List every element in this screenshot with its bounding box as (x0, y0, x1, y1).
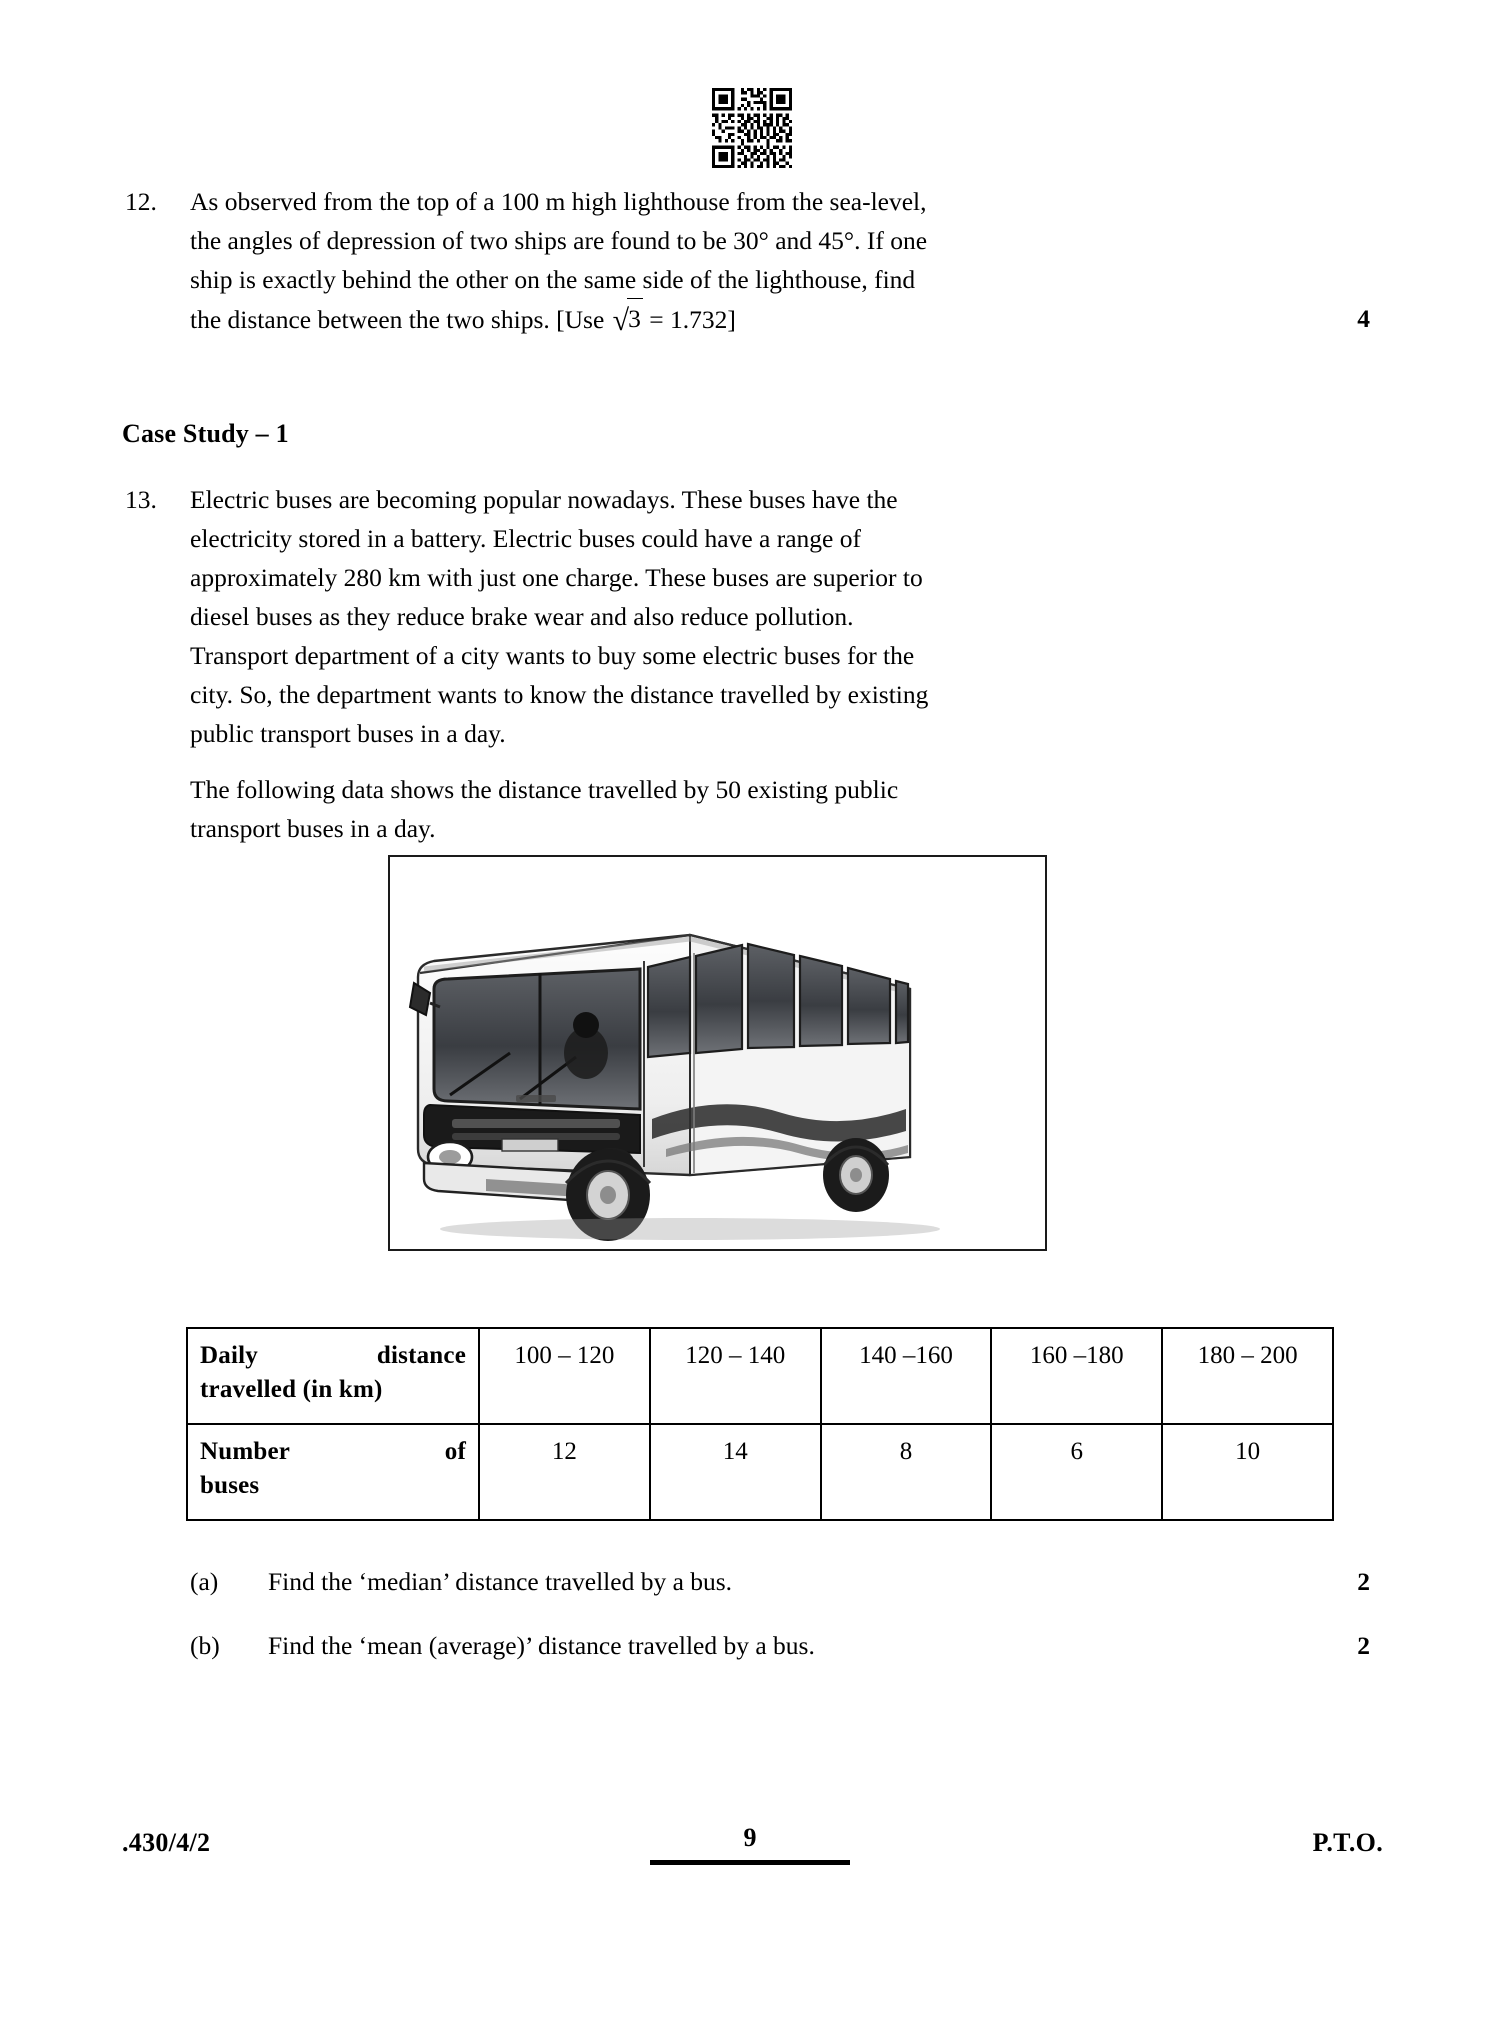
question-12-number: 12. (125, 187, 157, 216)
question-13-para2 (190, 770, 1312, 848)
footer-page-number-group (645, 1822, 855, 1865)
question-12-line-2: the angles of depression of two ships are found to be 30° and 45°. If one (190, 226, 928, 255)
question-12-line-1: As observed from the top of a 100 m high lighthouse from the sea-level, (190, 187, 927, 216)
table-cell-class-1: 120 – 140 (650, 1328, 821, 1424)
table-row-label-buses-a: Number (200, 1438, 290, 1465)
question-13-para1-line-4: diesel buses as they reduce brake wear and also reduce pollution. (190, 602, 854, 631)
table-row-label-distance (187, 1328, 479, 1424)
footer-rule (650, 1860, 850, 1865)
question-13-para2-line-1: The following data shows the distance travelled by 50 existing public (190, 775, 899, 804)
table-cell-freq-3: 6 (991, 1424, 1162, 1520)
table-row-label-distance-a: Daily (200, 1342, 258, 1369)
table-cell-class-2: 140 –160 (821, 1328, 992, 1424)
question-12 (122, 182, 1312, 339)
question-12-marks: 4 (1357, 304, 1370, 333)
question-13-para2-line-2: transport buses in a day. (190, 814, 436, 843)
subquestion-b (190, 1626, 1312, 1665)
subquestion-a-marks: 2 (1357, 1567, 1370, 1596)
table-cell-class-4: 180 – 200 (1162, 1328, 1333, 1424)
question-12-line-3: ship is exactly behind the other on the same side of the lighthouse, find (190, 265, 916, 294)
table-cell-class-3: 160 –180 (991, 1328, 1162, 1424)
table-row-classes (187, 1328, 1333, 1424)
table-row-label-buses (187, 1424, 479, 1520)
question-13-para1-line-5: Transport department of a city wants to buy some electric buses for the (190, 641, 915, 670)
question-13-para1-line-1: Electric buses are becoming popular nowadays. These buses have the (190, 485, 898, 514)
question-13-para1-line-6: city. So, the department wants to know the distance travelled by existing (190, 680, 929, 709)
case-study-heading: Case Study – 1 (122, 419, 289, 448)
table-cell-freq-4: 10 (1162, 1424, 1333, 1520)
qr-code-icon (712, 88, 792, 168)
question-13-para2-body (190, 770, 1312, 848)
frequency-distribution-table (186, 1327, 1334, 1521)
subquestion-a-label: (a) (190, 1567, 219, 1596)
radicand-value: 3 (627, 298, 643, 338)
subquestion-a (190, 1562, 1312, 1601)
subquestion-b-marks: 2 (1357, 1631, 1370, 1660)
table-row-label-distance-line2: travelled (in km) (200, 1376, 383, 1403)
question-13 (122, 480, 1312, 753)
table-row-label-buses-line2: buses (200, 1472, 260, 1499)
radical-sign-icon: √ (612, 304, 630, 337)
subquestion-b-label: (b) (190, 1631, 220, 1660)
table-row-frequencies (187, 1424, 1333, 1520)
square-root-expression (611, 299, 643, 339)
footer-page-number: 9 (743, 1823, 757, 1852)
table-cell-freq-2: 8 (821, 1424, 992, 1520)
table-row-label-buses-b: of (444, 1438, 466, 1465)
table-cell-freq-1: 14 (650, 1424, 821, 1520)
question-13-para1-line-2: electricity stored in a battery. Electric buses could have a range of (190, 524, 861, 553)
question-12-line-4-before: the distance between the two ships. [Use (190, 305, 611, 334)
table-cell-class-0: 100 – 120 (479, 1328, 650, 1424)
footer-pto: P.T.O. (1312, 1828, 1383, 1857)
table-row-label-distance-b: distance (376, 1342, 466, 1369)
question-12-body (190, 182, 1312, 339)
subquestion-a-text: Find the ‘median’ distance travelled by a bus. (268, 1567, 733, 1596)
question-13-body (190, 480, 1312, 753)
footer-paper-code: .430/4/2 (122, 1828, 211, 1857)
question-12-line-4 (190, 299, 1312, 339)
question-12-line-4-after: = 1.732] (642, 305, 736, 334)
electric-bus-image (388, 855, 1047, 1251)
table-cell-freq-0: 12 (479, 1424, 650, 1520)
question-13-number: 13. (125, 485, 157, 514)
question-13-para1-line-7: public transport buses in a day. (190, 719, 506, 748)
subquestion-b-text: Find the ‘mean (average)’ distance travelled by a bus. (268, 1631, 815, 1660)
question-13-para1-line-3: approximately 280 km with just one charge. These buses are superior to (190, 563, 923, 592)
